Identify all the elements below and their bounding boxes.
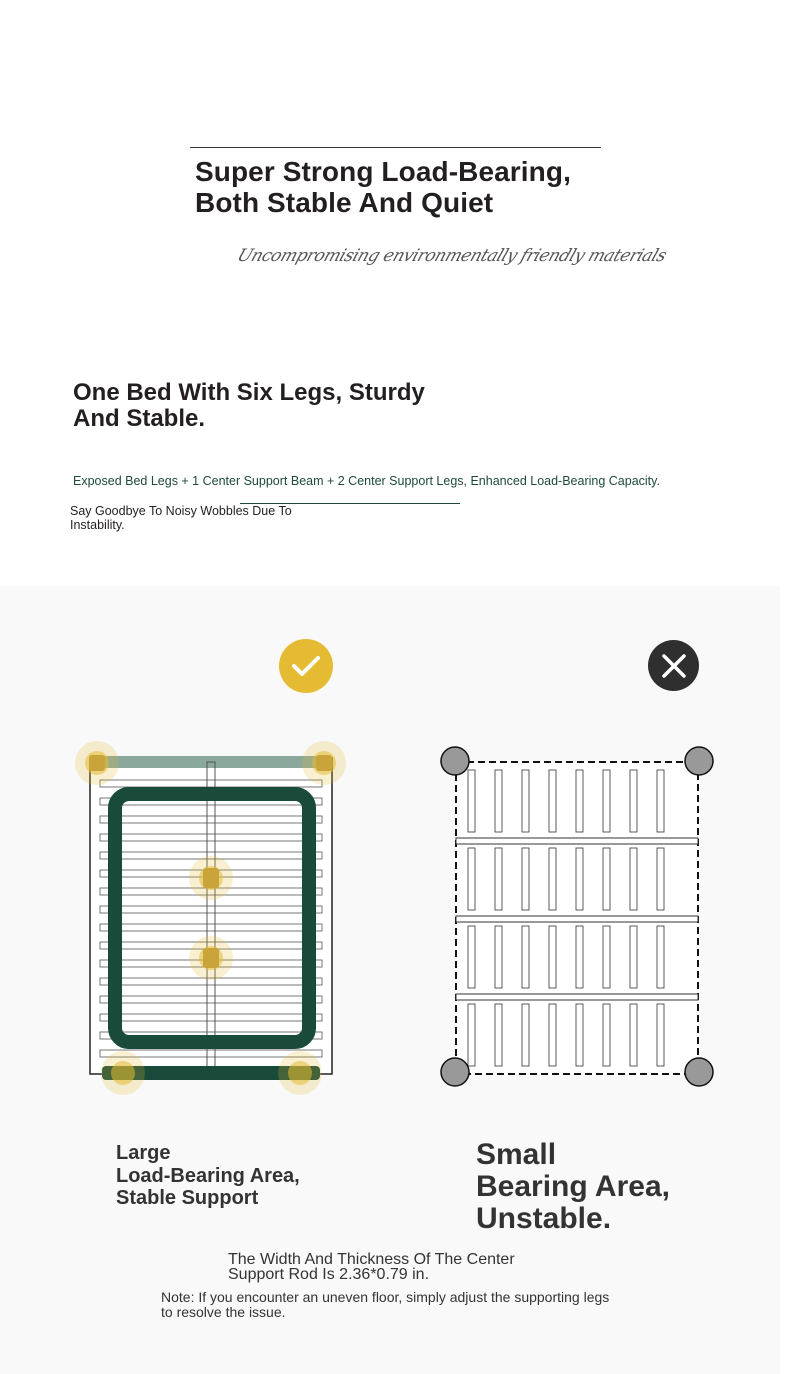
- leg-head-left: [75, 741, 119, 785]
- feature-note-line-1: Say Goodbye To Noisy Wobbles Due To: [70, 504, 292, 518]
- cross-badge: [648, 640, 699, 691]
- cross-rail: [456, 916, 698, 922]
- slat: [549, 926, 556, 988]
- leg-center-upper: [189, 856, 233, 900]
- cross-rail: [456, 838, 698, 844]
- feature-title: [73, 380, 473, 432]
- page-title-line-2: Both Stable And Quiet: [195, 187, 494, 218]
- floor-note-line-2: to resolve the issue.: [161, 1304, 286, 1320]
- feature-title-line-2: And Stable.: [73, 405, 206, 432]
- slat: [549, 770, 556, 832]
- header-rule: [190, 147, 601, 148]
- slat: [657, 1004, 664, 1066]
- slat: [468, 848, 475, 910]
- good-caption: [116, 1142, 356, 1210]
- slat: [576, 1004, 583, 1066]
- bad-caption-line-3: Unstable.: [476, 1202, 612, 1235]
- slat: [549, 1004, 556, 1066]
- slat: [495, 848, 502, 910]
- slat: [630, 1004, 637, 1066]
- slat: [100, 834, 322, 841]
- corner-leg-bottom-right: [685, 1058, 713, 1086]
- slat: [100, 1014, 322, 1021]
- uneven-floor-note: [161, 1290, 641, 1320]
- feature-title-line-1: One Bed With Six Legs, Sturdy: [73, 379, 425, 406]
- slat: [603, 1004, 610, 1066]
- leg-center-lower: [189, 936, 233, 980]
- slat: [100, 780, 322, 787]
- bad-caption: [476, 1139, 706, 1235]
- good-caption-line-1: Large: [116, 1142, 171, 1164]
- cross-rail: [456, 994, 698, 1000]
- bad-caption-line-1: Small: [476, 1138, 557, 1171]
- slat: [522, 926, 529, 988]
- slat: [522, 848, 529, 910]
- slat: [468, 770, 475, 832]
- good-caption-line-2: Load-Bearing Area,: [116, 1164, 300, 1187]
- rod-note-line-1: The Width And Thickness Of The Center: [228, 1251, 515, 1268]
- feature-highlight: Exposed Bed Legs + 1 Center Support Beam + 2 Center Support Legs, Enhanced Load-Bearing Capacity.: [73, 474, 660, 488]
- slat: [603, 926, 610, 988]
- slat: [549, 848, 556, 910]
- six-leg-frame-diagram: [70, 740, 360, 1100]
- slat: [495, 926, 502, 988]
- rod-dimension-note: [228, 1252, 588, 1282]
- slat: [100, 996, 322, 1003]
- slat: [100, 924, 322, 931]
- slat: [495, 770, 502, 832]
- check-icon: [291, 654, 321, 678]
- slat: [576, 926, 583, 988]
- slat: [630, 770, 637, 832]
- slat: [603, 848, 610, 910]
- slat: [630, 926, 637, 988]
- slat: [100, 906, 322, 913]
- slat: [100, 816, 322, 823]
- page-title-line-1: Super Strong Load-Bearing,: [195, 156, 571, 187]
- rod-note-line-2: Support Rod Is 2.36*0.79 in.: [228, 1266, 430, 1283]
- good-caption-line-3: Stable Support: [116, 1187, 259, 1209]
- floor-note-line-1: Note: If you encounter an uneven floor, simply adjust the supporting legs: [161, 1289, 610, 1305]
- slat: [522, 770, 529, 832]
- feature-note: [70, 504, 330, 532]
- outer-frame: [90, 758, 332, 1074]
- slat: [576, 770, 583, 832]
- slat: [468, 926, 475, 988]
- close-icon: [661, 653, 687, 679]
- four-leg-frame-diagram: [430, 740, 730, 1090]
- corner-leg-top-left: [441, 747, 469, 775]
- slat: [495, 1004, 502, 1066]
- slat: [657, 848, 664, 910]
- slat: [630, 848, 637, 910]
- corner-leg-top-right: [685, 747, 713, 775]
- page-title: [195, 156, 605, 218]
- leg-head-right: [302, 741, 346, 785]
- feature-note-line-2: Instability.: [70, 518, 125, 532]
- slat: [576, 848, 583, 910]
- leg-foot-right: [278, 1051, 322, 1095]
- script-tagline: Uncompromising environmentally friendly materials: [234, 245, 669, 267]
- leg-foot-left: [101, 1051, 145, 1095]
- slat: [657, 770, 664, 832]
- bad-caption-line-2: Bearing Area,: [476, 1170, 670, 1203]
- slat: [468, 1004, 475, 1066]
- check-badge: [279, 639, 333, 693]
- corner-leg-bottom-left: [441, 1058, 469, 1086]
- slat: [603, 770, 610, 832]
- slat: [657, 926, 664, 988]
- slat: [522, 1004, 529, 1066]
